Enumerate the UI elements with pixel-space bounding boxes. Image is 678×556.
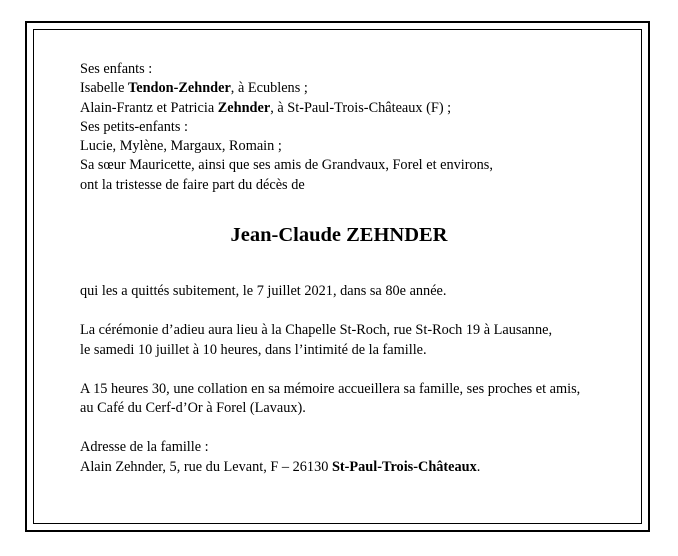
passing-text: qui les a quittés subitement, le 7 juillet 2021, dans sa 80e année. <box>80 283 447 299</box>
grandchildren-label: Ses petits-enfants : <box>80 118 189 135</box>
grandchildren-names: Lucie, Mylène, Margaux, Romain ; <box>80 138 282 155</box>
child-2: Alain-Frantz et Patricia Zehnder, à St-Paul-Trois-Châteaux (F) ; <box>80 99 452 116</box>
collation-line-1: A 15 heures 30, une collation en sa mémoire accueillera sa famille, ses proches et amis, <box>80 380 581 397</box>
ceremony-line-2: le samedi 10 juillet à 10 heures, dans l’intimité de la famille. <box>80 341 427 358</box>
sister-and-friends: Sa sœur Mauricette, ainsi que ses amis de Grandvaux, Forel et environs, <box>80 157 493 174</box>
address-city: St-Paul-Trois-Châteaux <box>331 458 477 475</box>
collation-line-2: au Café du Cerf-d’Or à Forel (Lavaux). <box>80 400 306 417</box>
child-1-surname: Tendon-Zehnder <box>128 80 231 97</box>
child-1: Isabelle Tendon-Zehnder, à Ecublens ; <box>80 80 308 97</box>
details-section <box>80 282 620 477</box>
children-label: Ses enfants : <box>80 61 153 77</box>
announcement-text: ont la tristesse de faire part du décès de <box>80 176 305 193</box>
child-2-surname: Zehnder <box>217 99 271 116</box>
family-section <box>80 60 620 195</box>
ceremony-line-1: La cérémonie d’adieu aura lieu à la Chapelle St-Roch, rue St-Roch 19 à Lausanne, <box>80 322 553 339</box>
deceased-name: Jean-Claude ZEHNDER <box>230 224 448 246</box>
address-line: Alain Zehnder, 5, rue du Levant, F – 26130 St-Paul-Trois-Châteaux. <box>80 458 481 475</box>
address-label: Adresse de la famille : <box>80 439 209 456</box>
